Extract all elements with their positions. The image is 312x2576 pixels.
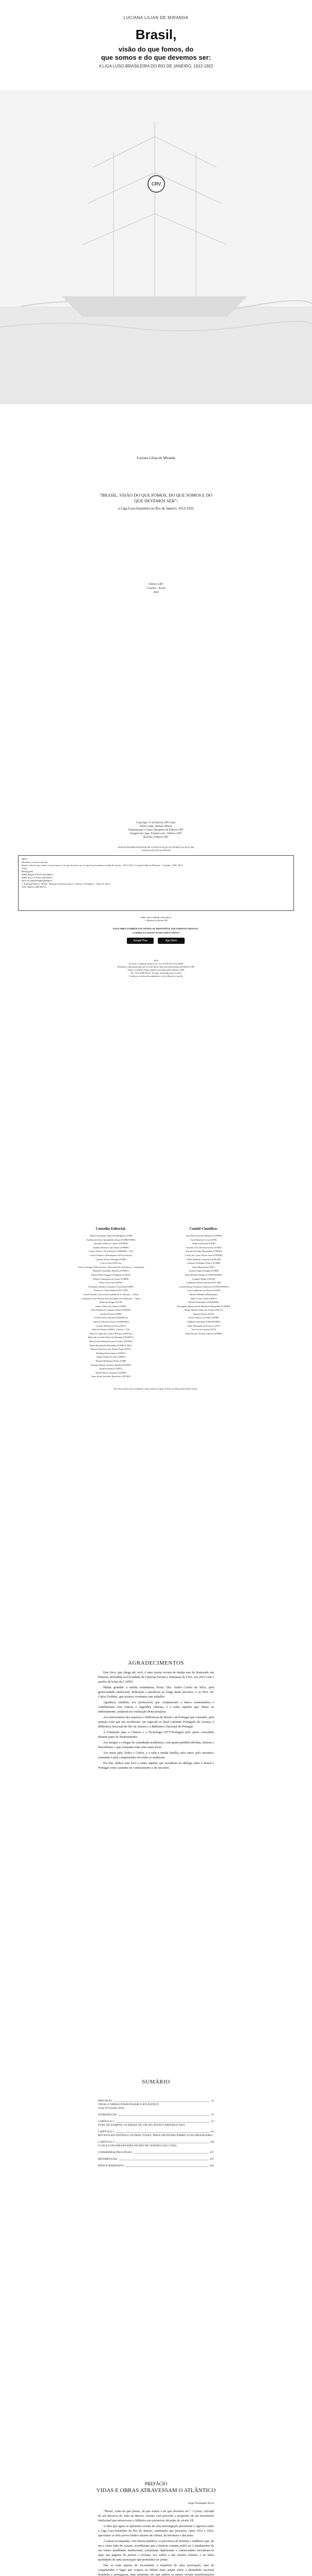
preface-paragraph: Não se trata apenas de reconstituir a trajetória de uma associação, mas de compreender o lugar que ocupou no debate mais amplo sobre a identidade nacional brasileira e portuguesa, num momento em que ambos os países viviam transformações <box>98 2564 214 2576</box>
committee-member: Antonio Jose Teixeira Guerra (UFRJ) <box>186 1246 222 1249</box>
summary-leader-dots <box>113 2099 210 2102</box>
preface-page <box>0 2427 312 2576</box>
cover-title-line-1: visão do que fomos, do <box>118 45 194 53</box>
summary-entry-author: Jorge Fernandes Alves <box>98 2107 125 2110</box>
app-note: CONHEÇA E BAIXE NOSSO APLICATIVO! <box>132 931 180 934</box>
council-page <box>0 1213 312 1618</box>
council-member: Lourdes Helena da Silva (UFV) <box>95 1324 126 1327</box>
copyright-credits <box>0 821 312 839</box>
summary-entry-title: JOÃO DE BARROS: AS IDEIAS DE UM ATLÂNTICO REPUBLICANO <box>98 2124 185 2127</box>
summary-entry[interactable] <box>98 2151 214 2155</box>
cover-ship-image <box>0 90 312 404</box>
preface-paragraph: A autora acompanha, com finura analítica, os percursos de homens e mulheres que, de um e outro lado do oceano, acreditaram que a história comum podia ser o fundamento de um futuro partilhado. Intelectuais, jornalistas, diplomatas e comerciantes encontram-se aqui, nas páginas de jornais e revistas, nos salões e nas sessões solenes, e no labor quotidiano de uma associação que pretendeu ser ponte. <box>98 2539 214 2562</box>
committee-member: Carlos de Castro Neves Neto (UNESP) <box>185 1253 223 1257</box>
council-member: Josania Portela (UFPI) <box>100 1312 122 1315</box>
summary-entry-page: 139 <box>209 2141 214 2144</box>
summary-entry-title: A LIGA LUSO-BRASILEIRA NO RIO DE JANEIRO (1912-1922) <box>98 2144 177 2147</box>
ack-paragraph: Aos funcionários dos arquivos e bibliotecas do Brasil e de Portugal que consultei, pela atenção com que me receberam, em especial ao Real Gabinete Português de Leitura, à Biblioteca Nacional do Rio de Janeiro e à Biblioteca Nacional de Portugal. <box>98 1716 214 1728</box>
committee-member: Leandro Baller (UFGD) <box>192 1277 216 1280</box>
footer-line: Foi feito o depósito legal conf. Lei 10.994 de 14/12/2004 <box>128 962 183 965</box>
preface-epigraph: “Brasil, visão do que fomos, do que somos e do que devemos ser”. A frase, retirada de um discurso de João de Barros, resume com precisão o propósito de um movimento intelectual que atravessou o Atlântico nas primeiras décadas do século XX. <box>98 2510 214 2522</box>
council-member: Eduardo Fernandes Barbosa (UFMG) <box>93 1269 129 1273</box>
council-member: Helmuth Krüger (UCP) <box>100 1301 122 1304</box>
cip-subtitle: CATALOGAÇÃO NA FONTE <box>141 849 171 852</box>
council-member: Carmen Tereza Velanga (UNIR) <box>95 1258 126 1261</box>
summary-entry[interactable] <box>98 2099 214 2110</box>
council-member: Tania Suely Azevedo Brasileiro (UFOPA) <box>91 1375 131 1378</box>
committee-member: Valter Machado da Fonseca (UFV) <box>187 1324 221 1327</box>
cip-entry: 1. Portugal-Brasil 2. Brasil - Relações Internacionais 3. Cultura 4. Portugal. I. Título II. Série. <box>22 883 111 885</box>
summary-entry[interactable] <box>98 2164 214 2168</box>
council-member: Anselmo Alencar Colares (UFOPA) <box>93 1242 128 1245</box>
council-member: Carlos Federico Dominguez Avila (Unieuro) <box>90 1253 132 1257</box>
council-member: Fernando Antônio Gonçalves Alcoforado (IPB) <box>88 1285 134 1288</box>
committee-member: Lindomar Wessler Boneti (PUC-PR) <box>186 1281 221 1284</box>
council-member: Marcelo Paixão (UFRJ e UTexas – US) <box>92 1328 130 1331</box>
footer-line: 2019 <box>153 959 159 962</box>
committee-member: Luciana Rosar Fornazari Klanovicz (UNICENTRO) <box>178 1285 229 1288</box>
council-member: Celso Conti (UFSCar) <box>100 1262 122 1265</box>
committee-member: Jairo Marchesan (UNC) <box>192 1265 216 1268</box>
committee-member: Luiz Guilherme de Oliveira (UnB) <box>187 1289 220 1292</box>
summary-leader-dots <box>126 2164 208 2167</box>
council-member: Guillermo Arias Beatón (Universidade de La Havana – Cuba) <box>81 1297 140 1300</box>
summary-list <box>98 2099 214 2171</box>
summary-entry-label: INTRODUÇÃO <box>98 2113 117 2116</box>
summary-entry-label: CAPÍTULO 2 <box>98 2130 114 2133</box>
cip-box <box>18 855 294 911</box>
cip-entry: Brasil, visão do que fomos, do que somos e do que devemos ser: a Liga Luso-brasileira no Rio de Janeiro, 1912-1922 / Luciana Lilian de Miranda – Curitiba : CRV, 2019. <box>22 864 184 867</box>
cip-entry: DOI 10.24824/978854440000.0 <box>22 879 52 882</box>
copyright-line: Editor-chefe: Railson Moura <box>139 825 173 828</box>
council-footer: Este livro passou por avaliação e aprovação às cegas de dois ou mais pareceristas ad hoc. <box>113 1387 199 1390</box>
committee-member: Marcel Mendes (Mackenzie) <box>190 1293 218 1296</box>
council-member: Gloria Fariñas León (Universidade de La Havana – Cuba) <box>83 1293 139 1296</box>
council-member: Elione Maria Nogueira Diogenes (UFAL) <box>91 1273 131 1276</box>
council-member: Jailson Alves dos Santos (UFRJ) <box>95 1304 127 1308</box>
digital-note: ESTA OBRA TAMBÉM ENCONTRA-SE DISPONÍVEL EM FORMATO DIGITAL. <box>113 927 199 930</box>
committee-member: Rosangela Aparecida de Medeiros Hespanhol (UNESP) <box>177 1304 231 1308</box>
council-member: Élsio José Corá (UFFS) <box>100 1281 122 1284</box>
footer-line: Proibida a reprodução parcial ou total desta obra sem autorização da Editora CRV <box>117 965 195 968</box>
summary-leader-dots <box>116 2130 210 2133</box>
title-page-publisher: Editora CRV <box>149 583 163 586</box>
committee-member: Antonio Nivaldo Hespanhol (UNESP) <box>185 1250 222 1253</box>
cip-entry: ISBN Digital 978-85-444-0000-0 <box>22 873 54 876</box>
council-member: Rodrigo Pratte-Santos (UFES) <box>96 1351 126 1354</box>
summary-entry-title: VIDAS E OBRAS ATRAVESSAM O ATLÂNTICO <box>98 2103 159 2106</box>
footer-line: Conheça os nossos lançamentos: www.editoracrv.com.br <box>129 975 183 977</box>
cip-title: DADOS INTERNACIONAIS DE CATALOGAÇÃO NA PUBLICAÇÃO (CIP) <box>118 846 194 849</box>
preface-label: PREFÁCIO <box>144 2481 168 2486</box>
footer-line: Tel.: (41) 3039-6418 - E-mail: sac@editoracrv.com.br <box>130 972 182 974</box>
council-left-list <box>62 1234 160 1379</box>
footer-line: Todos os direitos desta edição reservados pela: Editora CRV <box>127 969 185 971</box>
committee-member: Marcio Jose Ornat (UEPG) <box>190 1297 217 1300</box>
app-store-label: App Store <box>165 939 177 942</box>
ack-body <box>98 1670 214 1771</box>
council-member: Leonel Severo Rocha (UNISINOS) <box>94 1316 128 1319</box>
copyright-line: Imagem de Capa: Freepik.com / Editora CRV <box>130 832 182 835</box>
title-page-title: “BRASIL, VISÃO DO QUE FOMOS, DO QUE SOMOS E DO QUE DEVEMOS SER”: <box>100 493 212 503</box>
council-right-title: Comitê Científico: <box>189 1227 218 1231</box>
council-member: Aldira Guimarães Duarte Domínguez (UNB) <box>89 1234 133 1237</box>
cip-entry: Bibliografia <box>22 870 34 873</box>
summary-leader-dots <box>119 2158 208 2160</box>
summary-entry-page: 263 <box>209 2164 214 2167</box>
cover-author: LUCIANA LILIAN DE MIRANDA <box>123 15 189 20</box>
council-member: Antônio Pereira Gaio Júnior (UFRRJ) <box>93 1246 129 1249</box>
council-member: Maria Lília Imbiriba Sousa Colares (UFOPA) <box>89 1340 133 1343</box>
cip-entry: ISBN Físico 978-85-444-0000-0 <box>22 876 53 879</box>
ack-paragraph: Aos amigos e colegas de caminhada acadêmica, com quem partilhei dúvidas, leituras e descobertas, e que tornaram estes anos mais leves. <box>98 1741 214 1749</box>
cip-entry: Miranda, Luciana Lilian de. <box>22 861 48 863</box>
copyright-line: Diagramação e Capa: Designers da Editora CRV <box>128 828 184 832</box>
council-member: Tadeu Oliver Gonçalves (UFPA) <box>95 1371 127 1374</box>
index-title: Índice para catálogo sistemático <box>140 916 172 919</box>
cover-title-main: Brasil, <box>135 27 177 42</box>
committee-member: Jussara Fraga Portugal (UNEB) <box>188 1269 219 1273</box>
summary-leader-dots <box>116 2141 208 2143</box>
cover-page <box>0 0 312 405</box>
council-left-title: Conselho Editorial: <box>95 1227 126 1231</box>
committee-member: Ana Maria Ferreira Menezes (UNEB) <box>186 1234 222 1237</box>
summary-entry-label: CAPÍTULO 1 <box>98 2120 114 2123</box>
summary-entry-label: CONSIDERAÇÕES FINAIS <box>98 2151 132 2154</box>
summary-entry[interactable] <box>98 2141 214 2148</box>
index-entry: 1. História do Brasil 981 <box>144 919 168 922</box>
ack-paragraph: Este livro, que chega até você, é uma versão revista de minha tese de doutorado em História, defendida na Faculdade de Ciências Sociais e Humanas da UNL, em 2015 com o auxílio de bolsa da CAPES. <box>98 1671 214 1684</box>
council-member: Cesar Gerónimo Tello (Univer. Nacional Três de Febrero – Argentina) <box>77 1265 144 1268</box>
summary-entry-page: 37 <box>211 2120 214 2123</box>
title-page-subtitle: a Liga Luso-brasileira no Rio de Janeiro, 1912-1922 <box>118 506 194 511</box>
committee-member: Sérgio Murilo Santos de Araújo (UFCG) <box>184 1309 223 1312</box>
summary-entry-label: PREFÁCIO <box>98 2099 112 2103</box>
title-page-year: 2019 <box>153 591 159 594</box>
committee-member: Anderson Ferrari (UFJF) <box>192 1242 216 1245</box>
summary-entry-page: 11 <box>211 2099 214 2103</box>
ack-paragraph: À Fundação para a Ciência e a Tecnologia (FCT-Portugal) pelo apoio concedido durante parte do doutoramento. <box>98 1731 214 1739</box>
council-member: Elizeu Clementino de Souza (UNEB) <box>93 1277 129 1280</box>
council-member: Lídia de Oliveira Xavier (UNIEURO) <box>93 1320 129 1324</box>
preface-author: Jorge Fernandes Alves <box>188 2502 214 2505</box>
council-member: Solange Helena Ximenes-Rocha (UFOPA) <box>90 1363 132 1366</box>
council-member: Francisco Carlos Duarte (PUC-PR) <box>94 1289 128 1292</box>
committee-member: Gilmara Yoshihara Franco (UNIR) <box>187 1262 220 1265</box>
cover-logo-text: CRV <box>151 181 161 187</box>
committee-member: Zilda Tavares Freitas Sobreira (UFRR) <box>185 1332 222 1335</box>
copyright-footer <box>0 959 312 978</box>
summary-entry[interactable] <box>98 2120 214 2127</box>
committee-member: Fábio Eduardo Cressoni (UNILAB) <box>187 1258 221 1261</box>
acknowledgments-page <box>0 1618 312 2023</box>
ack-paragraph: Minha gratidão à minha orientadora, Profa. Dra. Isabel Corrêa da Silva, pela generosidade intelectual, dedicação e paciência ao longo deste percurso, e ao Prof. Dr. Carlos Fiolhais, que aceitou coorientar este trabalho. <box>98 1686 214 1699</box>
summary-entry-title: REVISTA ATLÂNTIDA E OUTRAS VOZES: PARA UM INTERCÂMBIO LUSO-BRASILEIRO <box>98 2134 212 2137</box>
preface-paragraph: A obra que agora se apresenta resulta de uma investigação persistente e rigorosa sobre a Liga Luso-brasileira do Rio de Janeiro, instituição que procurou, entre 1912 e 1922, aproximar os dois povos irmãos através da cultura, da literatura e das artes. <box>98 2524 214 2537</box>
committee-member: Karla Rosário Brumes (UNICENTRO) <box>185 1273 222 1276</box>
committee-member: Michel Kobelinski (UNESPAR) <box>188 1301 219 1304</box>
title-page-author: Luciana Lilian de Miranda <box>137 456 175 460</box>
council-member: Andréia da Silva Quintanilha Sousa (UNIR/UFRN) <box>86 1238 136 1241</box>
title-page <box>0 404 312 809</box>
cover-title-line-2: que somos e do que devemos ser: <box>101 54 211 61</box>
committee-member: Valdemir Antoneli (UNICENTRO) <box>187 1320 221 1324</box>
summary-entry[interactable] <box>98 2158 214 2161</box>
summary-entry-page: 237 <box>209 2158 214 2161</box>
summary-leader-dots <box>116 2120 210 2123</box>
title-page-city: Curitiba – Brasil <box>146 587 166 590</box>
council-member: Paulo Romualdo Hernandes (UNIFAL-MG) <box>90 1344 132 1347</box>
council-right-list <box>155 1234 253 1335</box>
council-member: Maria de Lourdes Pinto de Almeida (UNOESC) <box>88 1336 134 1339</box>
ack-heading: AGRADECIMENTOS <box>128 1660 184 1666</box>
cover-publisher-logo <box>147 175 165 193</box>
summary-entry-page: 227 <box>209 2151 214 2154</box>
council-member: Sérgio Nunes de Jesus (IFRO) <box>96 1355 125 1359</box>
summary-leader-dots <box>134 2151 208 2154</box>
council-member: Simone Rodrigues Pinto (UNB) <box>95 1360 126 1362</box>
copyright-line: Revisão: Editora CRV <box>143 836 169 839</box>
council-member: Maria Cristina dos Santos Bezerra (UFSCar) <box>89 1332 133 1335</box>
summary-entry-label: REFERÊNCIAS <box>98 2158 118 2161</box>
copyright-line: Copyright © da Editora CRV Ltda. <box>136 821 176 824</box>
ack-paragraph: Por fim, dedico este livro a todos aqueles que acreditam no diálogo entre o Brasil e Portugal como caminho de conhecimento e de encontro. <box>98 1761 214 1770</box>
preface-heading: VIDAS E OBRAS ATRAVESSAM O ATLÂNTICO <box>96 2487 216 2494</box>
council-member: João Adalberto Campato Junior (UNESP) <box>91 1309 131 1312</box>
summary-entry[interactable] <box>98 2113 214 2117</box>
committee-member: Simone Rocha (UNC) <box>193 1312 215 1315</box>
summary-entry[interactable] <box>98 2130 214 2138</box>
summary-entry-page: 15 <box>211 2113 214 2116</box>
summary-entry-page: 81 <box>211 2130 214 2133</box>
google-play-badge[interactable] <box>127 938 154 944</box>
summary-leader-dots <box>119 2113 209 2116</box>
cip-entry: CDU 94(81) CDD 981.05 <box>22 886 46 888</box>
committee-member: Vera Lúcia Caixeta (UFT) <box>191 1328 217 1331</box>
ack-paragraph: Agradeço, também, aos professores que compuseram a banca examinadora e contribuíram com críticas e sugestões valiosas, e a todos aqueles que, direta ou indiretamente, ajudaram na realização desta pesquisa. <box>98 1701 214 1714</box>
council-member: Sydione Santos (UEPG) <box>99 1367 123 1370</box>
summary-entry-label: CAPÍTULO 3 <box>98 2141 114 2144</box>
cover-subtitle: A LIGA LUSO-BRASILEIRA DO RIO DE JANEIRO, 1912-1922 <box>98 64 214 69</box>
committee-member: Ana Monteiro Costa (UPE) <box>190 1238 217 1241</box>
cip-entry: 270 p. <box>22 867 28 870</box>
summary-heading: SUMÁRIO <box>142 2079 170 2085</box>
app-store-badge[interactable] <box>158 938 185 944</box>
ack-paragraph: Aos meus pais, Dulce e Carlos, e a toda a minha família, pelo amor, pelo incentivo constante e pela compreensão em todas as ausências. <box>98 1751 214 1759</box>
summary-page <box>0 2022 312 2427</box>
google-play-label: Google Play <box>133 939 147 942</box>
copyright-page <box>0 809 312 1214</box>
summary-entry-label: ÍNDICE REMISSIVO <box>98 2164 124 2167</box>
council-member: Carlos Alberto Vilar Estêvão (UMINHO – PT) <box>89 1250 133 1253</box>
preface-body <box>98 2509 214 2576</box>
council-member: Renato Francisco dos Santos Paula (UFG) <box>91 1348 131 1351</box>
committee-member: Sylvio Fausto Gil Filho (UFPR) <box>188 1316 219 1319</box>
cip-entry: M672 <box>22 858 27 860</box>
